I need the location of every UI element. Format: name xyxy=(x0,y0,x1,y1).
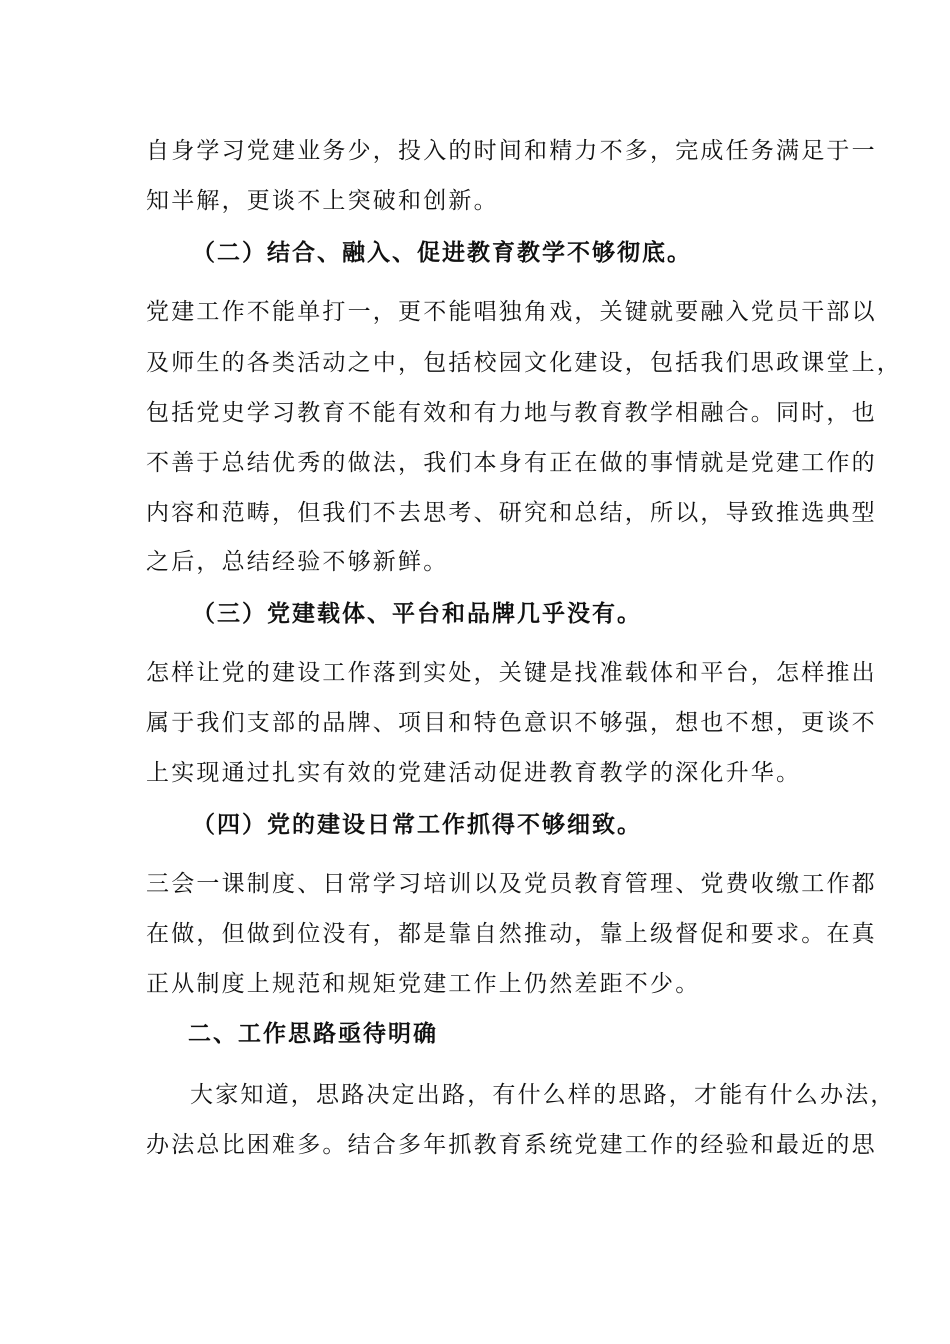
paragraph-line: 三会一课制度、日常学习培训以及党员教育管理、党费收缴工作都 xyxy=(146,871,877,897)
paragraph-line: 党建工作不能单打一，更不能唱独角戏，关键就要融入党员干部以 xyxy=(146,299,877,325)
paragraph-line: 在做，但做到位没有，都是靠自然推动，靠上级督促和要求。在真 xyxy=(146,921,877,947)
paragraph-line: 自身学习党建业务少，投入的时间和精力不多，完成任务满足于一 xyxy=(146,138,877,164)
section-heading: （四）党的建设日常工作抓得不够细致。 xyxy=(192,811,642,838)
paragraph-line: 内容和范畴，但我们不去思考、研究和总结，所以，导致推选典型 xyxy=(146,500,877,526)
section-heading: （三）党建载体、平台和品牌几乎没有。 xyxy=(192,600,642,627)
paragraph-line: 正从制度上规范和规矩党建工作上仍然差距不少。 xyxy=(146,971,701,997)
paragraph-line: 属于我们支部的品牌、项目和特色意识不够强，想也不想，更谈不 xyxy=(146,710,877,736)
paragraph-line: 知半解，更谈不上突破和创新。 xyxy=(146,188,499,214)
paragraph-line: 怎样让党的建设工作落到实处，关键是找准载体和平台，怎样推出 xyxy=(146,660,877,686)
chapter-heading: 二、工作思路亟待明确 xyxy=(188,1020,438,1047)
paragraph-line: 包括党史学习教育不能有效和有力地与教育教学相融合。同时，也 xyxy=(146,400,877,426)
paragraph-line: 上实现通过扎实有效的党建活动促进教育教学的深化升华。 xyxy=(146,760,802,786)
paragraph-line: 之后，总结经验不够新鲜。 xyxy=(146,549,449,575)
paragraph-line: 不善于总结优秀的做法，我们本身有正在做的事情就是党建工作的 xyxy=(146,450,877,476)
paragraph-line: 大家知道，思路决定出路，有什么样的思路，才能有什么办法， xyxy=(190,1082,896,1108)
paragraph-line: 及师生的各类活动之中，包括校园文化建设，包括我们思政课堂上， xyxy=(146,350,902,376)
section-heading: （二）结合、融入、促进教育教学不够彻底。 xyxy=(192,239,692,266)
paragraph-line: 办法总比困难多。结合多年抓教育系统党建工作的经验和最近的思 xyxy=(146,1132,877,1158)
